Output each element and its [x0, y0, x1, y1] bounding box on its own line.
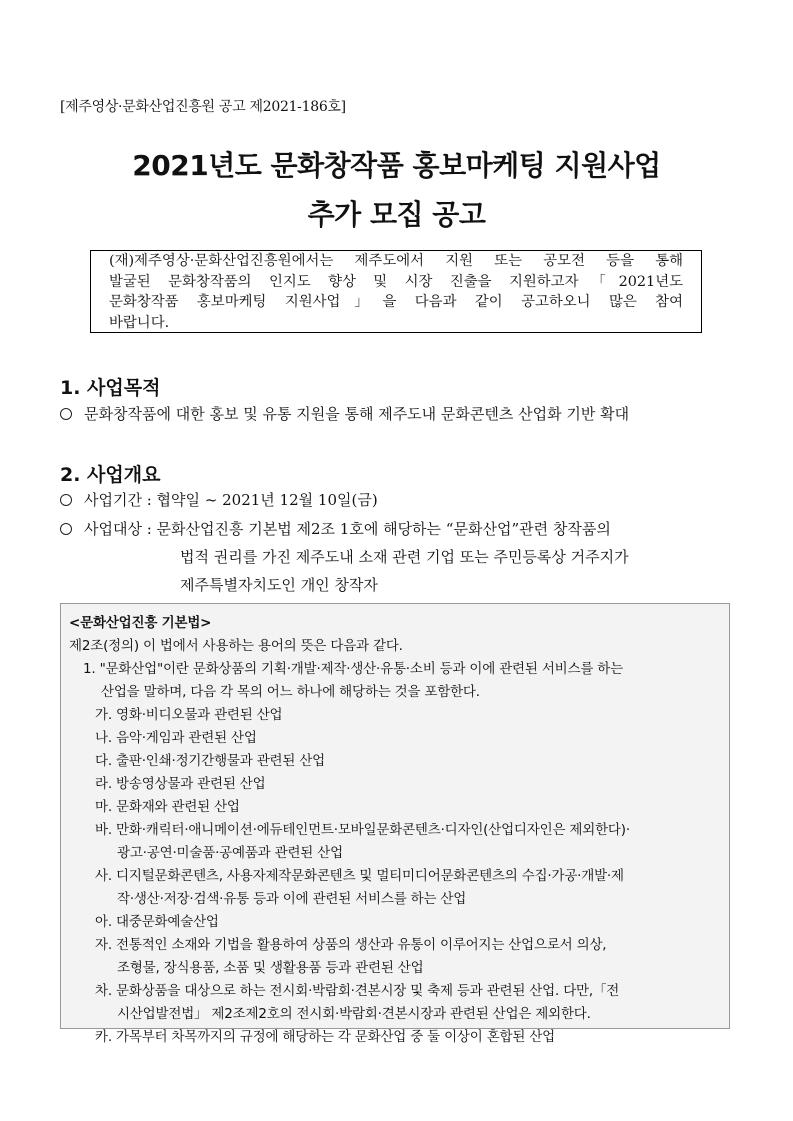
law-subitem: 작·생산·저장·검색·유통 등과 이에 관련된 서비스를 하는 산업: [117, 891, 467, 907]
intro-line: (재)제주영상·문화산업진흥원에서는 제주도에서 지원 또는 공모전 등을 통해: [109, 253, 683, 269]
law-item: 1. "문화산업"이란 문화상품의 기획·개발·제작·생산·유통·소비 등과 이에 관련된 서비스를 하는: [83, 661, 623, 677]
section-heading-overview: 2. 사업개요: [60, 464, 161, 486]
section-heading-purpose: 1. 사업목적: [60, 377, 161, 399]
law-title: <문화산업진흥 기본법>: [69, 615, 212, 631]
intro-box: [90, 250, 702, 333]
law-subitem: 나. 음악·게임과 관련된 산업: [95, 730, 257, 746]
target-text-cont: 제주특별자치도인 개인 창작자: [180, 576, 378, 594]
intro-text: [109, 251, 683, 333]
law-subitem: 조형물, 장식용품, 소품 및 생활용품 등과 관련된 산업: [117, 960, 424, 976]
law-subitem: 사. 디지털문화콘텐츠, 사용자제작문화콘텐츠 및 멀티미디어문화콘텐츠의 수집·가공·개발·제: [95, 868, 624, 884]
law-excerpt-box: [60, 603, 730, 1045]
circle-bullet-icon: [60, 523, 72, 535]
law-item: 산업을 말하며, 다음 각 목의 어느 하나에 해당하는 것을 포함한다.: [101, 684, 480, 700]
circle-bullet-icon: [60, 494, 72, 506]
law-subitem: 카. 가목부터 차목까지의 규정에 해당하는 각 문화산업 중 둘 이상이 혼합된 산업: [95, 1029, 556, 1045]
law-subitem: 바. 만화·캐릭터·애니메이션·에듀테인먼트·모바일문화콘텐츠·디자인(산업디자인은 제외한다)·: [95, 822, 630, 838]
target-text-cont: 법적 권리를 가진 제주도내 소재 관련 기업 또는 주민등록상 거주지가: [180, 548, 629, 566]
target-bullet: [60, 518, 611, 539]
law-subitem: 가. 영화·비디오물과 관련된 산업: [95, 707, 283, 723]
intro-line: 발굴된 문화창작품의 인지도 향상 및 시장 진출을 지원하고자「2021년도: [109, 273, 683, 290]
period-text: 사업기간 : 협약일 ~ 2021년 12월 10일(금): [84, 491, 378, 509]
notice-number: [제주영상·문화산업진흥원 공고 제2021-186호]: [60, 99, 346, 115]
purpose-bullet: [60, 403, 629, 424]
law-subitem: 차. 문화상품을 대상으로 하는 전시회·박람회·견본시장 및 축제 등과 관련된 산업. 다만,「전: [95, 983, 620, 999]
target-text: 사업대상 : 문화산업진흥 기본법 제2조 1호에 해당하는 “문화산업”관련 창작품의: [84, 520, 611, 538]
law-subitem: 광고·공연·미술품·공예품과 관련된 산업: [117, 845, 343, 861]
circle-bullet-icon: [60, 408, 72, 420]
period-bullet: [60, 489, 378, 510]
intro-line: 문화창작품 홍보마케팅 지원사업」을 다음과 같이 공고하오니 많은 참여: [109, 294, 683, 310]
law-subitem: 시산업발전법」 제2조제2호의 전시회·박람회·견본시장과 관련된 산업은 제외한다.: [117, 1006, 591, 1022]
intro-line: 바랍니다.: [109, 314, 170, 331]
page-subtitle: 추가 모집 공고: [307, 198, 486, 231]
law-subitem: 아. 대중문화예술산업: [95, 914, 219, 930]
purpose-text: 문화창작품에 대한 홍보 및 유통 지원을 통해 제주도내 문화콘텐츠 산업화 기반 확대: [84, 405, 630, 423]
law-subitem: 마. 문화재와 관련된 산업: [95, 799, 240, 815]
page-title: 2021년도 문화창작품 홍보마케팅 지원사업: [132, 149, 661, 182]
law-article: 제2조(정의) 이 법에서 사용하는 용어의 뜻은 다음과 같다.: [69, 638, 403, 654]
law-subitem: 다. 출판·인쇄·정기간행물과 관련된 산업: [95, 753, 326, 769]
law-subitem: 자. 전통적인 소재와 기법을 활용하여 상품의 생산과 유통이 이루어지는 산업으로서 의상,: [95, 937, 607, 953]
law-subitem: 라. 방송영상물과 관련된 산업: [95, 776, 266, 792]
